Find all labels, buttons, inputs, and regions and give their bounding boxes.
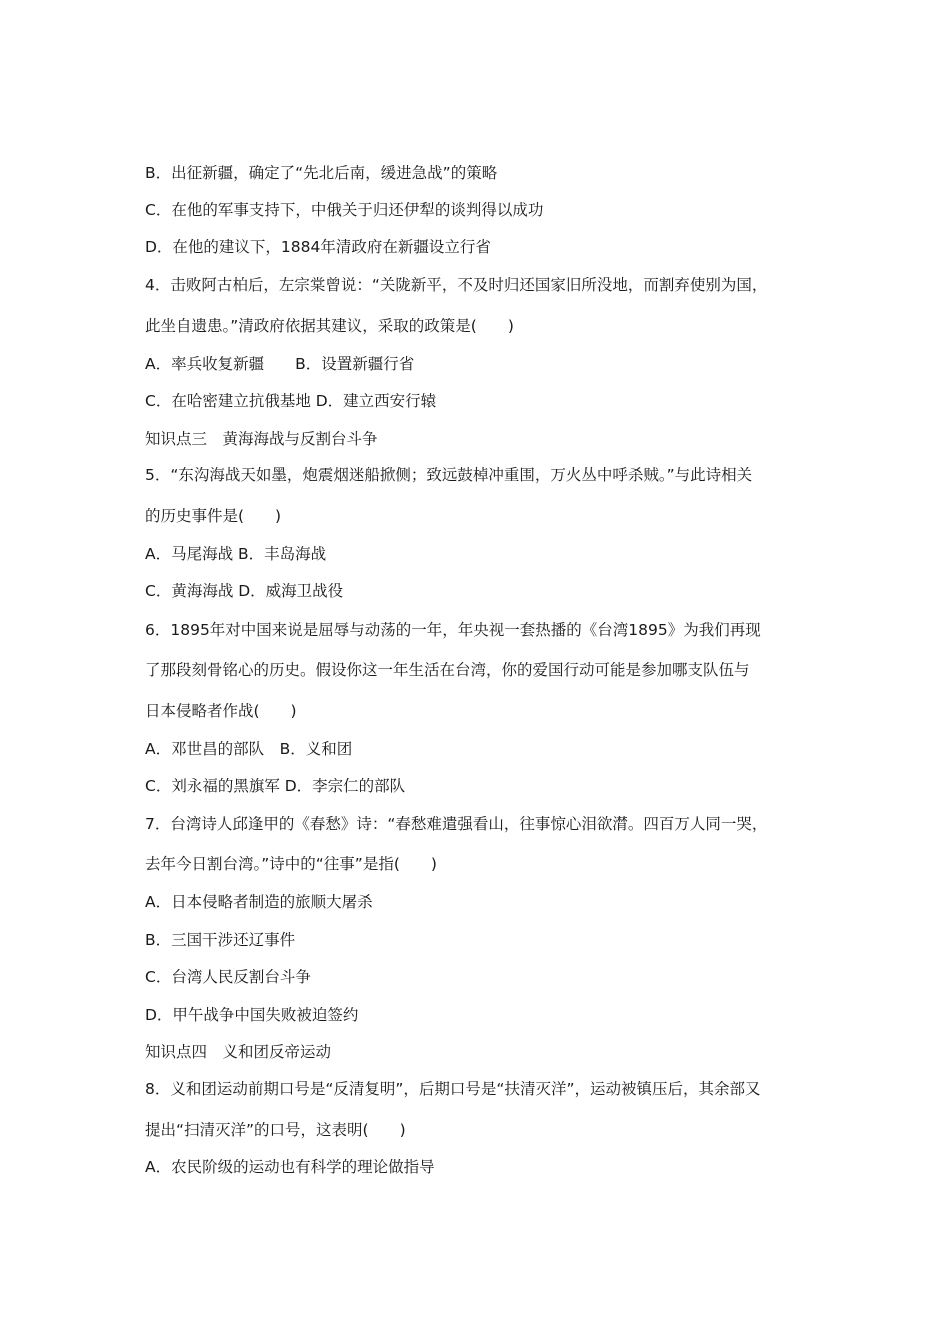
question-8-text-cont: 提出“扫清灭洋”的口号，这表明( ) bbox=[145, 1121, 406, 1139]
question-5-text: 5．“东沟海战天如墨，炮震烟迷船掀侧；致远鼓棹冲重围，万火丛中呼杀贼。”与此诗相关 bbox=[145, 466, 753, 484]
options-6cd: C．刘永福的黑旗军 D．李宗仁的部队 bbox=[145, 777, 406, 795]
options-5cd: C．黄海海战 D．威海卫战役 bbox=[145, 582, 344, 600]
options-5ab: A．马尾海战 B．丰岛海战 bbox=[145, 545, 327, 563]
option-7d: D．甲午战争中国失败被迫签约 bbox=[145, 1006, 359, 1024]
question-6-text: 6．1895年对中国来说是屈辱与动荡的一年，年央视一套热播的《台湾1895》为我们再现 bbox=[145, 621, 761, 639]
question-6-text-cont: 了那段刻骨铭心的历史。假设你这一年生活在台湾，你的爱国行动可能是参加哪支队伍与 bbox=[145, 661, 750, 679]
options-6ab: A．邓世昌的部队 B．义和团 bbox=[145, 740, 353, 758]
option-3c: C．在他的军事支持下，中俄关于归还伊犁的谈判得以成功 bbox=[145, 201, 544, 219]
option-7b: B．三国干涉还辽事件 bbox=[145, 931, 296, 949]
question-7-text: 7．台湾诗人邱逢甲的《春愁》诗：“春愁难遣强看山，往事惊心泪欲潸。四百万人同一哭， bbox=[145, 815, 768, 833]
section-heading-4: 知识点四 义和团反帝运动 bbox=[145, 1043, 332, 1061]
option-3d: D．在他的建议下，1884年清政府在新疆设立行省 bbox=[145, 238, 491, 256]
option-8a: A．农民阶级的运动也有科学的理论做指导 bbox=[145, 1158, 435, 1176]
question-4-text-cont: 此坐自遗患。”清政府依据其建议，采取的政策是( ) bbox=[145, 317, 514, 335]
question-5-text-cont: 的历史事件是( ) bbox=[145, 507, 282, 525]
question-4-text: 4．击败阿古柏后，左宗棠曾说：“关陇新平，不及时归还国家旧所没地，而割弃使别为国， bbox=[145, 276, 768, 294]
option-3b: B．出征新疆，确定了“先北后南，缓进急战”的策略 bbox=[145, 164, 498, 182]
option-7a: A．日本侵略者制造的旅顺大屠杀 bbox=[145, 893, 373, 911]
question-6-text-cont2: 日本侵略者作战( ) bbox=[145, 702, 297, 720]
question-8-text: 8．义和团运动前期口号是“反清复明”，后期口号是“扶清灭洋”，运动被镇压后，其余部又 bbox=[145, 1080, 761, 1098]
options-4cd: C．在哈密建立抗俄基地 D．建立西安行辕 bbox=[145, 392, 437, 410]
options-4ab: A．率兵收复新疆 B．设置新疆行省 bbox=[145, 355, 415, 373]
option-7c: C．台湾人民反割台斗争 bbox=[145, 968, 311, 986]
section-heading-3: 知识点三 黄海海战与反割台斗争 bbox=[145, 430, 378, 448]
question-7-text-cont: 去年今日割台湾。”诗中的“往事”是指( ) bbox=[145, 855, 437, 873]
